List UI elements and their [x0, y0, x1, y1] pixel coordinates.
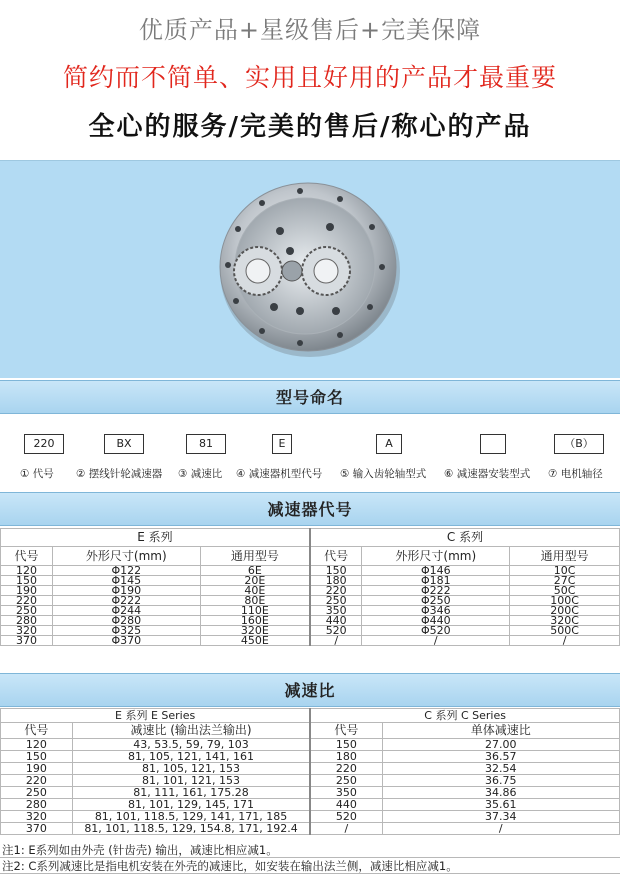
table-cell: 80E: [200, 596, 310, 606]
table-cell: /: [510, 636, 620, 646]
table-cell: 440: [310, 799, 382, 811]
table-row: [1, 811, 620, 823]
table-cell: 27C: [510, 576, 620, 586]
table-row: [1, 787, 620, 799]
label-motor-shaft: ⑦ 电机轴径: [548, 468, 603, 480]
table-cell: 20E: [200, 576, 310, 586]
ratio-box: 81: [186, 434, 226, 454]
table-cell: Φ122: [52, 566, 200, 576]
table-cell: 190: [1, 763, 73, 775]
table-cell: Φ325: [52, 626, 200, 636]
table-row: [1, 606, 620, 616]
col-header: 代号: [310, 723, 382, 739]
table-cell: 180: [310, 576, 362, 586]
table-cell: 110E: [200, 606, 310, 616]
table-cell: 150: [1, 751, 73, 763]
ratios-e-group: E 系列 E Series: [1, 709, 311, 723]
table-cell: 370: [1, 823, 73, 835]
label-code: ① 代号: [20, 468, 54, 480]
label-mount: ⑥ 减速器安装型式: [444, 468, 531, 480]
col-header: 通用型号: [200, 547, 310, 566]
note-1: 注1: E系列如由外壳 (针齿壳) 输出，减速比相应减1。: [0, 842, 620, 858]
table-cell: 36.75: [382, 775, 619, 787]
label-cycloid: ② 摆线针轮减速器: [76, 468, 163, 480]
table-cell: 150: [310, 566, 362, 576]
model-box: E: [272, 434, 292, 454]
table-cell: 35.61: [382, 799, 619, 811]
table-cell: 10C: [510, 566, 620, 576]
product-photo-band: [0, 160, 620, 378]
header: [0, 0, 620, 160]
table-cell: 81, 111, 161, 175.28: [72, 787, 310, 799]
table-cell: 220: [310, 763, 382, 775]
type-box: BX: [104, 434, 144, 454]
table-cell: 43, 53.5, 59, 79, 103: [72, 739, 310, 751]
table-cell: Φ280: [52, 616, 200, 626]
code-box: 220: [24, 434, 64, 454]
table-cell: 180: [310, 751, 382, 763]
table-cell: 220: [1, 775, 73, 787]
ratios-title-bar: 减速比: [0, 673, 620, 707]
note-2: 注2: C系列减速比是指电机安装在外壳的减速比，如安装在输出法兰侧，减速比相应减1。: [0, 858, 620, 874]
codes-table: [0, 528, 620, 646]
table-row: [1, 586, 620, 596]
table-cell: 81, 101, 118.5, 129, 141, 171, 185: [72, 811, 310, 823]
table-cell: 160E: [200, 616, 310, 626]
tagline-quality: 优质产品+星级售后+完美保障: [138, 16, 482, 44]
col-header: 减速比 (输出法兰输出): [72, 723, 310, 739]
codes-title-bar: 减速器代号: [0, 492, 620, 526]
table-cell: 81, 101, 118.5, 129, 154.8, 171, 192.4: [72, 823, 310, 835]
table-cell: 370: [1, 636, 53, 646]
table-cell: 200C: [510, 606, 620, 616]
col-header: 代号: [310, 547, 362, 566]
col-header: 通用型号: [510, 547, 620, 566]
col-header: 外形尺寸(mm): [362, 547, 510, 566]
table-cell: 34.86: [382, 787, 619, 799]
col-header: 单体减速比: [382, 723, 619, 739]
table-cell: 520: [310, 811, 382, 823]
table-cell: 320E: [200, 626, 310, 636]
table-cell: 81, 105, 121, 141, 161: [72, 751, 310, 763]
table-cell: 150: [310, 739, 382, 751]
table-row: [1, 739, 620, 751]
table-cell: 37.34: [382, 811, 619, 823]
table-cell: 150: [1, 576, 53, 586]
table-row: [1, 823, 620, 835]
table-cell: 450E: [200, 636, 310, 646]
table-cell: Φ346: [362, 606, 510, 616]
table-cell: 520: [310, 626, 362, 636]
table-cell: Φ250: [362, 596, 510, 606]
col-header: 代号: [1, 723, 73, 739]
tagline-service: [0, 106, 620, 143]
table-cell: Φ146: [362, 566, 510, 576]
motor-shaft-box: （B）: [554, 434, 604, 454]
table-row: [1, 751, 620, 763]
table-cell: 280: [1, 799, 73, 811]
table-cell: Φ440: [362, 616, 510, 626]
tagline-service-text: 全心的服务/完美的售后/称心的产品: [88, 112, 532, 142]
table-cell: 500C: [510, 626, 620, 636]
reducer-image: [0, 161, 620, 379]
table-cell: 81, 101, 129, 145, 171: [72, 799, 310, 811]
table-cell: Φ181: [362, 576, 510, 586]
table-row: [1, 763, 620, 775]
table-cell: 190: [1, 586, 53, 596]
table-cell: 100C: [510, 596, 620, 606]
table-cell: Φ222: [52, 596, 200, 606]
table-cell: 81, 101, 121, 153: [72, 775, 310, 787]
table-row: [1, 775, 620, 787]
table-cell: 36.57: [382, 751, 619, 763]
tagline-simple: 简约而不简单、实用且好用的产品才最重要: [62, 63, 557, 92]
table-cell: Φ222: [362, 586, 510, 596]
table-row: [1, 799, 620, 811]
codes-e-group: E 系列: [1, 529, 310, 547]
table-cell: 250: [310, 596, 362, 606]
table-row: [1, 596, 620, 606]
table-cell: 27.00: [382, 739, 619, 751]
table-cell: 32.54: [382, 763, 619, 775]
table-cell: 350: [310, 606, 362, 616]
table-cell: /: [362, 636, 510, 646]
table-cell: 40E: [200, 586, 310, 596]
label-input-gear: ⑤ 输入齿轮轴型式: [340, 468, 427, 480]
table-cell: 220: [1, 596, 53, 606]
table-cell: 250: [1, 606, 53, 616]
table-cell: Φ244: [52, 606, 200, 616]
label-model: ④ 减速器机型代号: [236, 468, 323, 480]
table-row: [1, 626, 620, 636]
codes-c-group: C 系列: [310, 529, 620, 547]
table-row: [1, 576, 620, 586]
table-cell: /: [310, 636, 362, 646]
ratios-table: [0, 708, 620, 835]
table-cell: 320: [1, 626, 53, 636]
table-cell: 250: [1, 787, 73, 799]
table-row: [1, 636, 620, 646]
col-header: 外形尺寸(mm): [52, 547, 200, 566]
table-cell: 50C: [510, 586, 620, 596]
table-cell: /: [310, 823, 382, 835]
table-cell: Φ370: [52, 636, 200, 646]
naming-title-bar: 型号命名: [0, 380, 620, 414]
table-cell: 120: [1, 566, 53, 576]
table-cell: 6E: [200, 566, 310, 576]
mount-box: [480, 434, 506, 454]
table-cell: /: [382, 823, 619, 835]
table-cell: 350: [310, 787, 382, 799]
model-naming: [0, 418, 620, 490]
label-ratio: ③ 减速比: [178, 468, 223, 480]
table-row: [1, 616, 620, 626]
col-header: 代号: [1, 547, 53, 566]
table-cell: Φ520: [362, 626, 510, 636]
table-cell: 81, 105, 121, 153: [72, 763, 310, 775]
table-cell: Φ145: [52, 576, 200, 586]
table-cell: 250: [310, 775, 382, 787]
input-gear-box: A: [376, 434, 402, 454]
table-cell: 320C: [510, 616, 620, 626]
table-cell: 320: [1, 811, 73, 823]
table-cell: 220: [310, 586, 362, 596]
table-row: [1, 566, 620, 576]
table-cell: 440: [310, 616, 362, 626]
table-cell: 120: [1, 739, 73, 751]
table-cell: Φ190: [52, 586, 200, 596]
ratios-c-group: C 系列 C Series: [310, 709, 619, 723]
notes: [0, 842, 620, 874]
table-cell: 280: [1, 616, 53, 626]
